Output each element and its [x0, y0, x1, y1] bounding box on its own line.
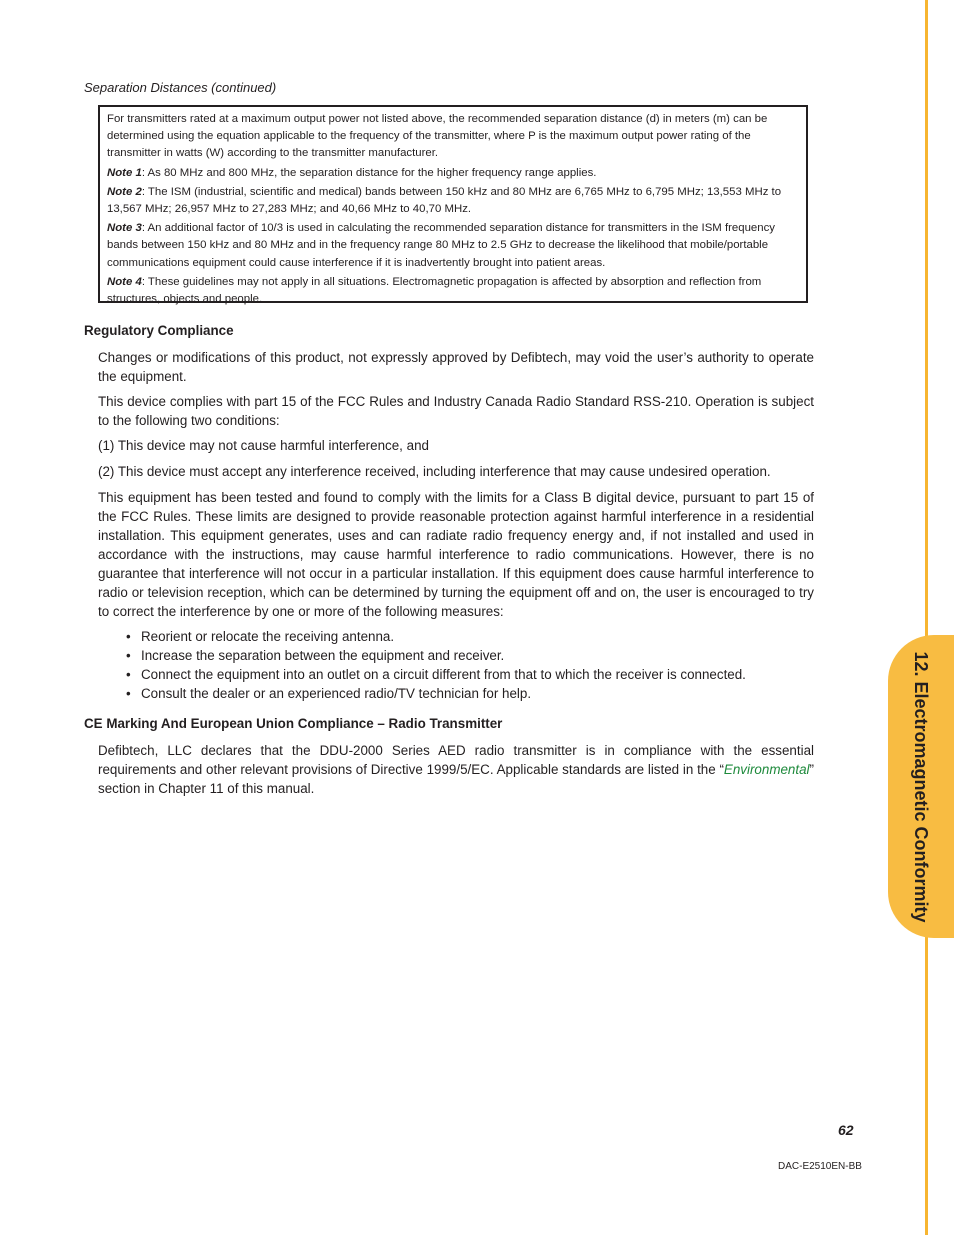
- chapter-tab-label: 12. Electromagnetic Conformity: [911, 650, 931, 923]
- list-item: • Reorient or relocate the receiving antenna.: [125, 627, 814, 646]
- note-3: [107, 220, 798, 272]
- regulatory-paragraph-1: Changes or modifications of this product, not expressly approved by Defibtech, may void the user’s authority to operate the equipment.: [98, 350, 814, 384]
- page-number: 62: [838, 1122, 854, 1138]
- ce-text-after: ” section in Chapter 11 of this manual.: [98, 762, 814, 796]
- table-caption: Separation Distances (continued): [84, 80, 277, 95]
- note-2: [107, 184, 798, 218]
- condition-2: (2) This device must accept any interference received, including interference that may cause undesired operation.: [98, 464, 771, 479]
- regulatory-heading: Regulatory Compliance: [84, 323, 234, 338]
- measures-list: [125, 627, 814, 703]
- regulatory-paragraph-2: This device complies with part 15 of the FCC Rules and Industry Canada Radio Standard RSS-210. Operation is subject to the following two conditions:: [98, 394, 814, 428]
- document-code: DAC-E2510EN-BB: [778, 1161, 862, 1172]
- note-text: : The ISM (industrial, scientific and medical) bands between 150 kHz and 80 MHz are 6,765 MHz to 6,795 MHz; 13,553 MHz to 13,567 MHz; 26,957 MHz to 27,283 MHz; and 40,66 MHz to 40,70 MHz.: [107, 185, 782, 216]
- ce-body: [98, 741, 814, 804]
- list-item: • Increase the separation between the equipment and receiver.: [125, 646, 814, 665]
- regulatory-body: [98, 348, 814, 703]
- note-text: : As 80 MHz and 800 MHz, the separation distance for the higher frequency range applies.: [141, 166, 597, 179]
- ce-text-before: Defibtech, LLC declares that the DDU-2000 Series AED radio transmitter is in compliance with the essential requirements and other relevant provisions of Directive 1999/5/EC. Applicable standards are listed in the “: [98, 743, 814, 777]
- condition-1: (1) This device may not cause harmful interference, and: [98, 438, 429, 453]
- notes-intro: For transmitters rated at a maximum output power not listed above, the recommended separation distance (d) in meters (m) can be determined using the equation applicable to the frequency of the transmitter, where P is the maximum output power rating of the transmitter in watts (W) according to the transmitter manufacturer.: [107, 113, 768, 160]
- regulatory-paragraph-3: This equipment has been tested and found to comply with the limits for a Class B digital device, pursuant to part 15 of the FCC Rules. These limits are designed to provide reasonable protection against harmful interference in a residential installation. This equipment generates, uses and can radiate radio frequency energy and, if not installed and used in accordance with the instructions, may cause harmful interference to radio communications. However, there is no guarantee that interference will not occur in a particular installation. If this equipment does cause harmful interference to radio or television reception, which can be determined by turning the equipment off and on, the user is encouraged to try to correct the interference by one or more of the following measures:: [98, 490, 814, 619]
- chapter-tab[interactable]: [888, 635, 954, 938]
- environmental-link[interactable]: Environmental: [723, 762, 810, 777]
- note-4: [107, 274, 798, 308]
- note-text: : An additional factor of 10/3 is used in calculating the recommended separation distance for transmitters in the ISM frequency bands between 150 kHz and 80 MHz and in the frequency range 80 MHz to 2.5 GHz to decrease the likelihood that mobile/portable communications equipment could cause interference if it is inadvertently brought into patient areas.: [107, 222, 775, 269]
- separation-notes-box: [98, 105, 808, 306]
- note-label: Note 2: [107, 185, 142, 198]
- note-text: : These guidelines may not apply in all situations. Electromagnetic propagation is affected by absorption and reflection from structures, objects and people.: [107, 275, 762, 306]
- note-label: Note 4: [107, 275, 142, 288]
- note-label: Note 1: [107, 166, 142, 179]
- list-item: • Connect the equipment into an outlet on a circuit different from that to which the receiver is connected.: [125, 665, 814, 684]
- ce-heading: CE Marking And European Union Compliance – Radio Transmitter: [84, 716, 503, 731]
- note-label: Note 3: [107, 222, 142, 235]
- ce-paragraph: [98, 741, 814, 798]
- note-1: [107, 165, 798, 182]
- list-item: • Consult the dealer or an experienced radio/TV technician for help.: [125, 684, 814, 703]
- right-margin-rule: [925, 0, 928, 1235]
